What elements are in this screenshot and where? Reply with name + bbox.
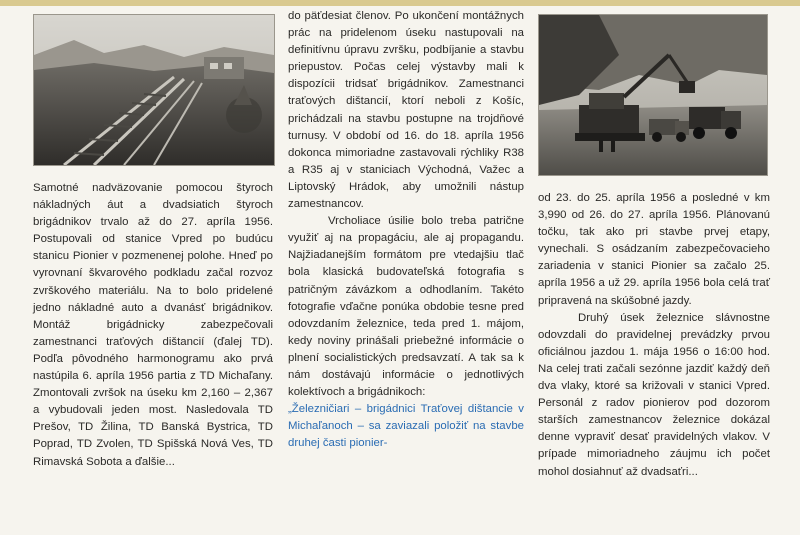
column3-paragraph-1: od 23. do 25. apríla 1956 a posledné v km 3,990 od 26. do 27. apríla 1956. Plánovanú točku, tak ako pri stavbe prvej etapy, vynechali. S osádzaním zabezpečovacieho zariadenia v stanici Pionier sa začalo 25. apríla 1956 a už 29. apríla 1956 bola celá trať pripravená na skúšobné jazdy. bbox=[538, 192, 770, 307]
column2-paragraph-2: Vrcholiace úsilie bolo treba patrične využiť aj na propagáciu, ale aj propagandu. Najžiadanejším formátom pre vtedajšiu tlač bola klasická budovateľská fotografia s patričným závázkom a odhodlaním. Takéto fotografie vďačne ponúka obdobie tesne pred odovzdaním železnice, teda pred 1. májom, kedy noviny prinášali priebežné informácie o plnení socialistických predsavzatí. A tak sa k nám dostávajú informácie o jednotlivých kolektívoch a brigádnikoch: bbox=[288, 215, 524, 399]
column2-quote: „Železničiari – brigádnici Traťovej dištancie v Michaľanoch – sa zaviazali položiť na stavbe druhej časti pionier- bbox=[288, 403, 524, 450]
column1-paragraph: Samotné nadväzovanie pomocou štyroch nákladných áut a dvadsiatich štyroch brigádnikov trvalo až do 27. apríla 1956. Postupovali od stanice Vpred po budúcu stanicu Pionier v pozmenenej polohe. Hneď po vyrovnaní škvarového podkladu začal rozvoz zvrškového materiálu. Na to bolo pridelené jedno nákladné auto a dvanásť brigádnikov. Montáž brigádnicky zabezpečovali zamestnanci traťových dištancií (ďalej TD). Podľa pôvodného harmonogramu ako prvá nastúpila 6. apríla 1956 partia z TD Michaľany. Zmontovali zvršok na úseku km 2,160 – 2,367 a vybudovali jeden most. Nasledovala TD Prešov, TD Žilina, TD Banská Bystrica, TD Poprad, TD Zvolen, TD Spišská Nová Ves, TD Rimavská Sobota a ďalšie... bbox=[33, 182, 273, 468]
column2-paragraph-1: do päťdesiat členov. Po ukončení montážnych prác na pridelenom úseku nastupovali na definitívnu úpravu zvršku, podbíjanie a stavbu priepustov. Počas celej výstavby mali k dispozícii tridsať brigádnikov. Zamestnanci traťových dištancií, ktorí neboli z Košíc, prichádzali na stavbu postupne na trojdňové turnusy. V období od 16. do 18. apríla 1956 dokonca mimoriadne zastavovali rýchliky R38 a R35 aj v staniciach Východná, Važec a Liptovský Hrádok, aby umožnili nástup zamestnancov. bbox=[288, 10, 524, 211]
excavator-and-trucks-photo bbox=[538, 14, 768, 176]
column-1 bbox=[33, 0, 273, 471]
column-2 bbox=[288, 8, 524, 452]
column-3 bbox=[538, 0, 770, 481]
railway-construction-photo bbox=[33, 14, 275, 166]
column3-paragraph-2: Druhý úsek železnice slávnostne odovzdali do pravidelnej prevádzky prvou oficiálnou jazdou 1. mája 1956 o 16:00 hod. Na celej trati začali sezónne jazdiť každý deň dva vlaky, ktoré sa križovali v stanici Vpred. Personál z radov pionierov pod dozorom starších zamestnancov železnice dokázal denne vypraviť desať pravidelných vlakov. V prípade mimoriadneho záujmu ich počet mohol dosiahnuť až dvadsaťri... bbox=[538, 311, 770, 478]
